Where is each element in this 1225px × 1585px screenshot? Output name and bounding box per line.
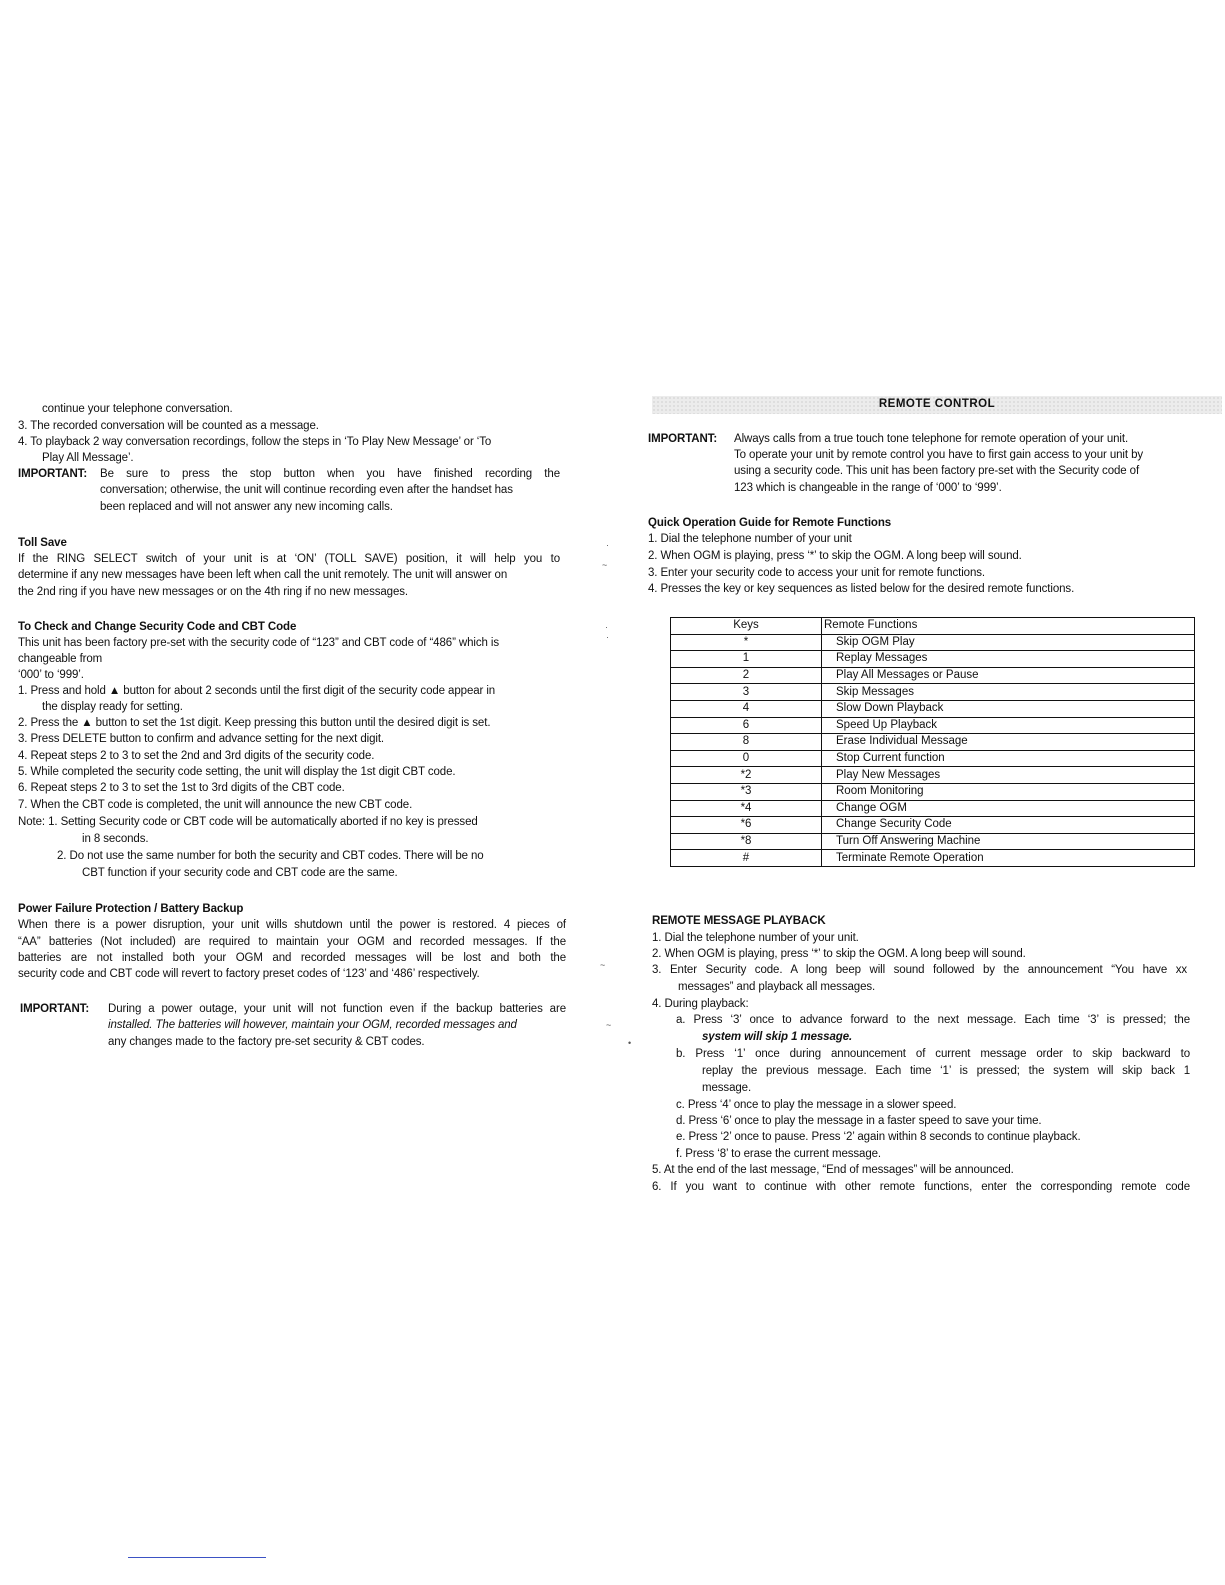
table-row [671,700,1195,717]
text-line: c. Press ‘4’ once to play the message in a slower speed. [676,1099,957,1111]
table-row [671,833,1195,850]
scan-speck: · [605,622,608,632]
text-line: 4. Presses the key or key sequences as listed below for the desired remote functions. [648,583,1075,595]
text-line: 1. Dial the telephone number of your unit. [652,932,859,944]
text-line: 2. When OGM is playing, press ‘*’ to skip the OGM. A long beep will sound. [648,550,1022,562]
key-cell: *3 [671,783,822,800]
function-cell: Skip Messages [822,684,1195,701]
section-banner [652,396,1222,414]
section-heading: REMOTE MESSAGE PLAYBACK [652,915,826,927]
text-line: b. Press ‘1’ once during announcement of current message order to skip backward to [676,1048,1190,1060]
key-cell: # [671,850,822,867]
table-row [671,717,1195,734]
text-line: 4. To playback 2 way conversation recordings, follow the steps in ‘To Play New Message’ or ‘To [18,436,492,448]
text-line: determine if any new messages have been left when call the unit remotely. The unit will answer on [18,569,508,581]
table-header-row [671,618,1195,635]
text-line: ‘000’ to ‘999’. [18,669,84,681]
text-line: 5. While completed the security code setting, the unit will display the 1st digit CBT code. [18,766,456,778]
table-row [671,783,1195,800]
text-line: 3. Enter your security code to access your unit for remote functions. [648,567,985,579]
key-cell: *4 [671,800,822,817]
text-line: 2. Do not use the same number for both the security and CBT codes. There will be no [57,850,484,862]
function-cell: Turn Off Answering Machine [822,833,1195,850]
text-line: Be sure to press the stop button when you have finished recording the [100,468,560,480]
key-cell: 1 [671,651,822,668]
text-line: When there is a power disruption, your unit wills shutdown until the power is restored. 4 pieces of [18,919,566,931]
text-line: Always calls from a true touch tone telephone for remote operation of your unit. [734,433,1129,445]
text-line: This unit has been factory pre-set with the security code of “123” and CBT code of “486” which is [18,637,499,649]
text-line: Play All Message’. [42,452,134,464]
table-row [671,634,1195,651]
function-cell: Speed Up Playback [822,717,1195,734]
function-cell: Terminate Remote Operation [822,850,1195,867]
section-heading: To Check and Change Security Code and CBT Code [18,621,297,633]
important-label: IMPORTANT: [18,468,88,480]
table-row [671,767,1195,784]
text-line: To operate your unit by remote control you have to first gain access to your unit by [734,449,1144,461]
remote-functions-table [670,617,1195,867]
text-line: “AA” batteries (Not included) are required to maintain your OGM and recorded messages. If the [18,936,566,948]
table-row [671,684,1195,701]
text-line: the 2nd ring if you have new messages or on the 4th ring if no new messages. [18,586,409,598]
banner-title: REMOTE CONTROL [878,398,996,410]
text-line: security code and CBT code will revert to factory preset codes of ‘123’ and ‘486’ respectively. [18,968,480,980]
scan-speck: · [606,540,609,550]
text-line: 3. Enter Security code. A long beep will sound followed by the announcement “You have xx [652,964,1187,976]
important-label: IMPORTANT: [20,1003,90,1015]
table-header-cell: Remote Functions [822,618,1195,635]
text-line: 1. Press and hold ▲ button for about 2 seconds until the first digit of the security code appear in [18,685,496,697]
text-line: changeable from [18,653,103,665]
table-row [671,651,1195,668]
key-cell: 6 [671,717,822,734]
key-cell: 2 [671,667,822,684]
scan-speck: ~ [600,960,606,970]
text-line: replay the previous message. Each time ‘1’ is pressed; the system will skip back 1 [702,1065,1190,1077]
text-line: been replaced and will not answer any new incoming calls. [100,501,393,513]
function-cell: Erase Individual Message [822,734,1195,751]
text-line: continue your telephone conversation. [42,403,233,415]
key-cell: *6 [671,817,822,834]
function-cell: Play New Messages [822,767,1195,784]
function-cell: Change OGM [822,800,1195,817]
text-line: message. [702,1082,752,1094]
table-row [671,817,1195,834]
key-cell: 0 [671,750,822,767]
text-line: e. Press ‘2’ once to pause. Press ‘2’ again within 8 seconds to continue playback. [676,1131,1081,1143]
text-line: 5. At the end of the last message, “End of messages” will be announced. [652,1164,1014,1176]
text-line: any changes made to the factory pre-set security & CBT codes. [108,1036,425,1048]
text-line: 4. Repeat steps 2 to 3 to set the 2nd and 3rd digits of the security code. [18,750,375,762]
function-cell: Play All Messages or Pause [822,667,1195,684]
text-line: the display ready for setting. [42,701,183,713]
text-line: 7. When the CBT code is completed, the unit will announce the new CBT code. [18,799,413,811]
key-cell: *2 [671,767,822,784]
text-line: 3. The recorded conversation will be counted as a message. [18,420,319,432]
text-line: d. Press ‘6’ once to play the message in a faster speed to save your time. [676,1115,1042,1127]
key-cell: * [671,634,822,651]
table-row [671,750,1195,767]
text-line: CBT function if your security code and CBT code are the same. [82,867,398,879]
table-row [671,800,1195,817]
text-line: During a power outage, your unit will not function even if the backup batteries are [108,1003,566,1015]
text-line: f. Press ‘8’ to erase the current message. [676,1148,882,1160]
function-cell: Slow Down Playback [822,700,1195,717]
text-line: 1. Dial the telephone number of your unit [648,533,852,545]
key-cell: 8 [671,734,822,751]
text-line: 6. If you want to continue with other remote functions, enter the corresponding remote code [652,1181,1190,1193]
scan-speck: • [628,1038,632,1048]
function-cell: Change Security Code [822,817,1195,834]
text-line: 123 which is changeable in the range of ‘000’ to ‘999’. [734,482,1002,494]
footer-rule [128,1557,266,1558]
function-cell: Skip OGM Play [822,634,1195,651]
table-row [671,667,1195,684]
function-cell: Stop Current function [822,750,1195,767]
section-heading: Quick Operation Guide for Remote Functions [648,517,892,529]
text-line: system will skip 1 message. [702,1031,853,1043]
text-line: 2. Press the ▲ button to set the 1st digit. Keep pressing this button until the desired digit is set. [18,717,491,729]
text-line: batteries are not installed both your OGM and recorded messages will be lost and both the [18,952,566,964]
scan-speck: ~ [606,1020,612,1030]
table-row [671,850,1195,867]
key-cell: 4 [671,700,822,717]
scan-speck: ~ [602,560,608,570]
key-cell: *8 [671,833,822,850]
text-line: 3. Press DELETE button to confirm and advance setting for the next digit. [18,733,385,745]
text-line: using a security code. This unit has been factory pre-set with the Security code of [734,465,1140,477]
text-line: installed. The batteries will however, maintain your OGM, recorded messages and [108,1019,517,1031]
text-line: 2. When OGM is playing, press ‘*’ to skip the OGM. A long beep will sound. [652,948,1026,960]
section-heading: Power Failure Protection / Battery Backup [18,903,244,915]
scan-speck: · [606,632,609,642]
important-label: IMPORTANT: [648,433,718,445]
text-line: Note: 1. Setting Security code or CBT code will be automatically aborted if no key is pressed [18,816,478,828]
text-line: 4. During playback: [652,998,749,1010]
function-cell: Replay Messages [822,651,1195,668]
table-row [671,734,1195,751]
text-line: messages” and playback all messages. [678,981,876,993]
text-line: conversation; otherwise, the unit will continue recording even after the handset has [100,484,513,496]
section-heading: Toll Save [18,537,67,549]
text-line: If the RING SELECT switch of your unit is at ‘ON’ (TOLL SAVE) position, it will help you to [18,553,560,565]
table-header-cell: Keys [671,618,822,635]
text-line: 6. Repeat steps 2 to 3 to set the 1st to 3rd digits of the CBT code. [18,782,345,794]
key-cell: 3 [671,684,822,701]
text-line: in 8 seconds. [82,833,149,845]
function-cell: Room Monitoring [822,783,1195,800]
text-line: a. Press ‘3’ once to advance forward to the next message. Each time ‘3’ is pressed; the [676,1014,1190,1026]
